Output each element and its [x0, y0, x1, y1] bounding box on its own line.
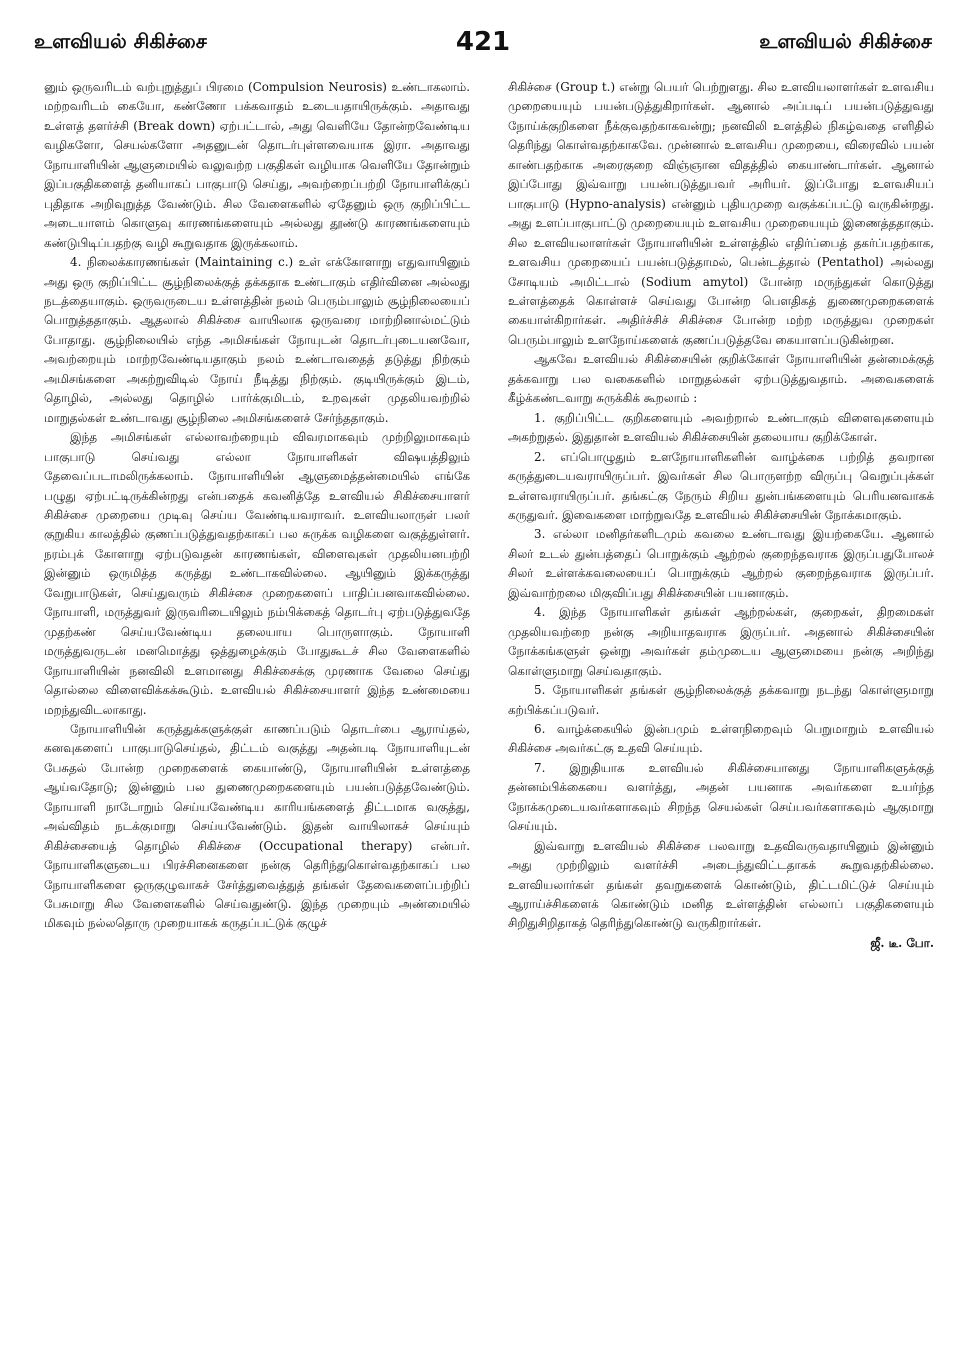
paragraph: 7. இறுதியாக உளவியல் சிகிச்சையானது நோயாளிகளுக்குத் தன்னம்பிக்கையை வளர்த்து, அதன் பயனாக அவர்களை உயர்ந்த நோக்கமுடையவர்களாகவும் சிறந்த செயல்கள் செய்பவர்களாகவும் ஆகுமாறு செய்யும்.	[508, 760, 934, 834]
right-column	[508, 78, 934, 1356]
paragraph: 4. இந்த நோயாளிகள் தங்கள் ஆற்றல்கள், குறைகள், திறமைகள் முதலியவற்றை நன்கு அறியாதவராக இருப்பர். அதனால் சிகிச்சையின் நோக்கங்களுள் ஒன்று அவர்கள் தம்முடைய ஆளுமையை நன்கு அறிந்து கொள்ளுமாறு செய்வதாகும்.	[508, 605, 934, 678]
page-number: 421	[455, 27, 511, 57]
running-title-left: உளவியல் சிகிச்சை	[34, 28, 207, 53]
running-title-right: உளவியல் சிகிச்சை	[759, 28, 932, 53]
author-signature: ஜீ. டீ. போ.	[870, 935, 934, 950]
paragraph: ஆகவே உளவியல் சிகிச்சையின் குறிக்கோள் நோயாளியின் தன்மைக்குத் தக்கவாறு பல வகைகளில் மாறுதல்கள் ஏற்படுத்துவதாம். அவைகளைக் கீழ்க்கண்டவாறு சுருக்கிக் கூறலாம் :	[508, 352, 934, 406]
paragraph: இந்த அமிசங்கள் எல்லாவற்றையும் விவரமாகவும் முற்றிலுமாகவும் பாகுபாடு செய்வது எல்லா நோயாளிகள் விஷயத்திலும் தேவைப்படாமலிருக்கலாம். நோயாளியின் ஆளுமைத்தன்மையில் எங்கே பழுது ஏற்பட்டிருக்கின்றது என்பதைக் கவனித்தே உளவியல் சிகிச்சையாளர் சிகிச்சை முறையை முடிவு செய்ய வேண்டியவராவர். உளவியலாருள் பலர் குறுகிய காலத்தில் குணப்படுத்துவதற்காகப் பல சுருக்க வழிகளை வகுத்துள்ளர். நரம்புக் கோளாறு ஏற்படுவதன் காரணங்கள், விளைவுகள் முதலியனபற்றி இன்னும் ஒருமித்த கருத்து உண்டாகவில்லை. ஆயினும் இக்கருத்து வேறுபாடுகள், செய்துவரும் சிகிச்சை முறைகளைப் பாதிப்பனவாகவில்லை. நோயாளி, மருத்துவர் இருவரிடையிலும் நம்பிக்கைத் தொடர்பு ஏற்படுத்துவதே முதற்கண் செய்யவேண்டிய தலையாய பொருளாகும். நோயாளி மருத்துவருடன் மனமொத்து ஒத்துழைக்கும் போதுகூடச் சில வேளைகளில் நோயாளியின் நனவிலி உளமானது சிகிச்சைக்கு முரணாக வேலை செய்து தொல்லை விளைவிக்கக்கூடும். உளவியல் சிகிச்சையாளர் இந்த உண்மையை மறந்துவிடலாகாது.	[44, 430, 470, 717]
left-column	[44, 78, 470, 1356]
paragraph: 1. குறிப்பிட்ட குறிகளையும் அவற்றால் உண்டாகும் விளைவுகளையும் அகற்றுதல். இதுதான் உளவியல் சிகிச்சையின் தலையாய குறிக்கோள்.	[508, 410, 934, 445]
paragraph: 2. எப்பொழுதும் உளநோயாளிகளின் வாழ்க்கை பற்றித் தவறான கருத்துடையவராயிருப்பர். இவர்கள் சில பொருளற்ற விருப்பு வெறுப்புக்கள் உள்ளவராயிருப்பர். தங்கட்கு நேரும் சிறிய துன்பங்களையும் பெரியனவாகக் கருதுவர். இவைகளை மாற்றுவதே உளவியல் சிகிச்சையின் நோக்கமாகும்.	[508, 449, 934, 522]
page-header	[34, 20, 932, 64]
paragraph: 3. எல்லா மனிதர்களிடமும் கவலை உண்டாவது இயற்கையே. ஆனால் சிலர் உடல் துன்பத்தைப் பொறுக்கும் ஆற்றல் குறைந்தவராக இருப்பதுபோலச் சிலர் உள்ளக்கவலையைப் பொறுக்கும் ஆற்றல் குறைந்தவராக இருப்பர். இவ்வாற்றலை மிகுவிப்பது சிகிச்சையின் பயனாகும்.	[508, 527, 934, 600]
paragraph: 6. வாழ்க்கையில் இன்பமும் உள்ளநிறைவும் பெறுமாறும் உளவியல் சிகிச்சை அவர்கட்கு உதவி செய்யும்.	[508, 721, 934, 756]
paragraph: 5. நோயாளிகள் தங்கள் சூழ்நிலைக்குத் தக்கவாறு நடந்து கொள்ளுமாறு கற்பிக்கப்படுவர்.	[508, 683, 934, 717]
paragraph: நோயாளியின் கருத்துக்களுக்குள் காணப்படும் தொடர்பை ஆராய்தல், கனவுகளைப் பாகுபாடுசெய்தல், திட்டம் வகுத்து அதன்படி நோயாளியுடன் பேசுதல் போன்ற முறைகளைக் கையாண்டு, நோயாளியின் உள்ளத்தை ஆய்வதோடு; இன்னும் பல துணைமுறைகளையும் பயன்படுத்தவேண்டும். நோயாளி நாடோறும் செய்யவேண்டிய காரியங்களைத் திட்டமாக வகுத்து, அவ்விதம் நடக்குமாறு செய்யவேண்டும். இதன் வாயிலாகச் செய்யும் சிகிச்சையைத் தொழில் சிகிச்சை (Occupational therapy) என்பர். நோயாளிகளுடைய பிரச்சினைகளை நன்கு தெரிந்துகொள்வதற்காகப் பல நோயாளிகளை ஒருகுழுவாகச் சேர்த்துவைத்துத் தங்கள் தேவைகளைப்பற்றிப் பேசுமாறு சில வேளைகளில் செய்வதுண்டு. இந்த முறையும் அண்மையில் மிகவும் நல்லதொரு முறையாகக் கருதப்பட்டுக் குழுச்	[44, 721, 470, 931]
paragraph: 4. நிலைக்காரணங்கள் (Maintaining c.) உள் எக்கோளாறு எதுவாயினும் அது ஒரு குறிப்பிட்ட சூழ்நிலைக்குத் தக்கதாக உண்டாகும் எதிர்வினை அல்லது நடத்தையாகும். ஒருவருடைய உள்ளத்தின் நலம் பெரும்பாலும் சூழ்நிலையைப் பொறுத்ததாகும். ஆதலால் சிகிச்சை வாயிலாக ஒருவரை மாற்றினால்மட்டும் போதாது. சூழ்நிலையில் எந்த அமிசங்கள் நோயுடன் தொடர்புடையனவோ, அவற்றையும் மாற்றவேண்டியதாகும் நலம் உண்டாவதைத் தடுத்து நிற்கும் அமிசங்களை அகற்றுவிடில் நோய் நீடித்து நிற்கும். குடியிருக்கும் இடம், தொழில், அல்லது தொழில் பார்க்குமிடம், உறவுகள் முதலியவற்றில் மாறுதல்கள் உண்டாவது சூழ்நிலை அமிசங்களைச் சேர்ந்ததாகும்.	[44, 255, 470, 425]
paragraph: இவ்வாறு உளவியல் சிகிச்சை பலவாறு உதவிவருவதாயினும் இன்னும் அது முற்றிலும் வளர்ச்சி அடைந்துவிட்டதாகக் கூறுவதற்கில்லை. உளவியலார்கள் தங்கள் தவறுகளைக் கொண்டும், திட்டமிட்டுச் செய்யும் ஆராய்ச்சிகளைக் கொண்டும் மனித உள்ளத்தின் எல்லாப் பகுதிகளையும் சிறிதுசிறிதாகத் தெரிந்துகொண்டு வருகிறார்கள்.	[508, 838, 934, 931]
paragraph: சிகிச்சை (Group t.) என்று பெயர் பெற்றுளது. சில உளவியலாளர்கள் உளவசிய முறையையும் பயன்படுத்துகிறார்கள். ஆனால் அப்படிப் பயன்படுத்துவது நோய்க்குறிகளை நீக்குவதற்காகவன்று; நனவிலி உளத்தில் நிகழ்வதை எளிதில் தெரிந்து கொள்வதற்காகவே. முன்னால் உளவசிய முறையை, விரைவில் பயன் காண்பதற்காக அரைகுறை விஞ்ஞான விதத்தில் கையாண்டார்கள். ஆனால் இப்போது இவ்வாறு பயன்படுத்துபவர் அரியர். இப்போது உளவசியப் பாகுபாடு (Hypno-analysis) என்னும் புதியமுறை வகுக்கப்பட்டு வருகின்றது. அது உளப்பாகுபாட்டு முறையையும் உளவசிய முறையையும் இணைத்ததாகும். சில உளவியலாளர்கள் நோயாளியின் உள்ளத்தில் எதிர்ப்பைத் தகர்ப்பதற்காக, உளவசிய முறையைப் பயன்படுத்தாமல், பென்டத்தால் (Pentathol) அல்லது சோடியம் அமிட்டால் (Sodium amytol) போன்ற மருந்துகள் கொடுத்து உள்ளத்தைக் கொள்ளச் செய்வது போன்ற பௌதிகத் துணைமுறைகளைக் கையாள்கிறார்கள். அதிர்ச்சிச் சிகிச்சை போன்ற மற்ற மருத்துவ முறைகள் பெரும்பாலும் உளநோய்களைக் குணப்படுத்தவே கையாளப்படுகின்றன.	[508, 80, 934, 347]
paragraph: னும் ஒருவரிடம் வற்புறுத்துப் பிரமை (Compulsion Neurosis) உண்டாகலாம். மற்றவரிடம் கையோ, கண்ணோ பக்கவாதம் உடையதாயிருக்கும். அதாவது உள்ளத் தளர்ச்சி (Break down) ஏற்பட்டால், அது வெளியே தோன்றவேண்டிய வழிகளோ, செயல்களோ அதனுடன் தொடர்புள்ளவையாக இரா. அதாவது நோயாளியின் ஆளுமையில் வலுவற்ற பகுதிகள் வழியாக வெளியே தோன்றும் இப்பகுதிகளைத் தனியாகப் பாகுபாடு செய்து, அவற்றைப்பற்றி நோயாளிக்குப் புதிதாக அறிவுறுத்த வேண்டும். சில வேளைகளில் ஏதேனும் ஒரு குறிப்பிட்ட அடையாளம் கொளுவு காரணங்களையும் அல்லது தூண்டு காரணங்களையும் கண்டுபிடிப்பதற்கு வழி கூறுவதாக இருக்கலாம்.	[44, 80, 470, 250]
